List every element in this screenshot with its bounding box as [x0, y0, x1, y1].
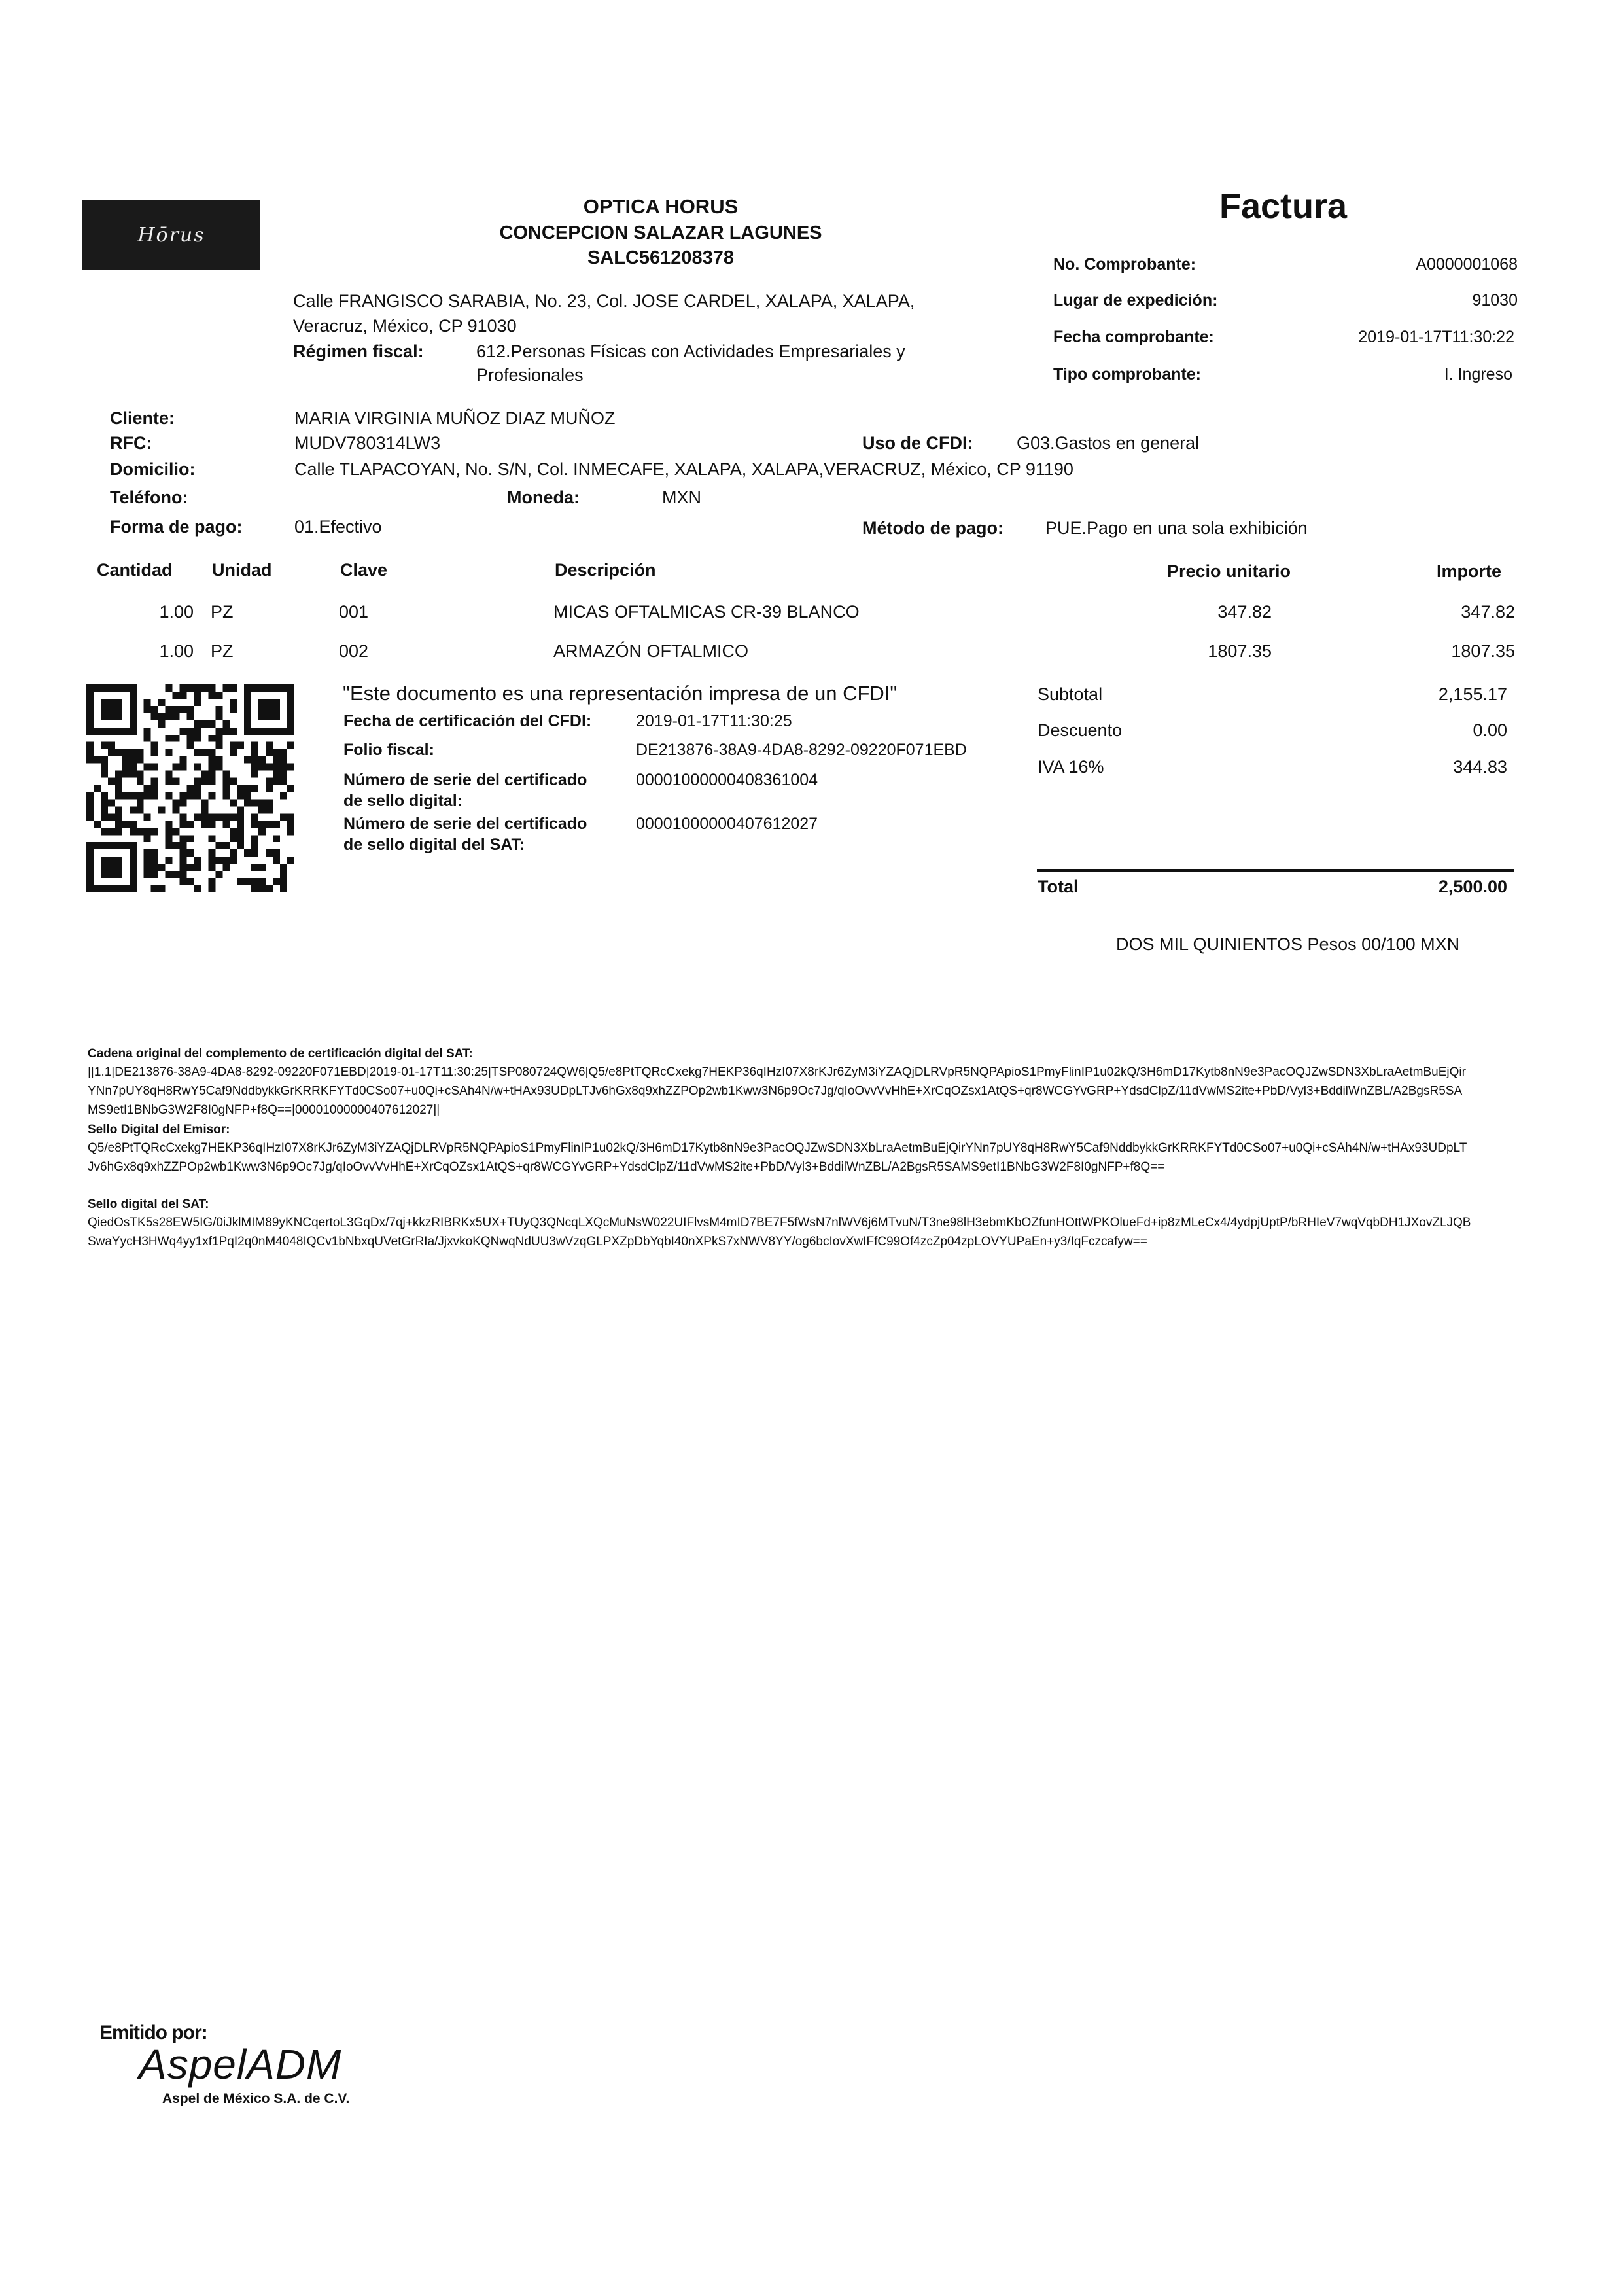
row-precio: 347.82	[1217, 602, 1272, 622]
metodo-pago-label: Método de pago:	[862, 518, 1003, 538]
company-logo	[82, 200, 260, 270]
total-divider	[1037, 869, 1514, 872]
iva-label: IVA 16%	[1038, 757, 1104, 777]
lugar-expedicion-label: Lugar de expedición:	[1053, 291, 1218, 309]
header-clave: Clave	[340, 560, 388, 580]
row-importe: 347.82	[1461, 602, 1515, 622]
fecha-certificacion-value: 2019-01-17T11:30:25	[636, 712, 792, 730]
serie-sat-label-2: de sello digital del SAT:	[343, 836, 525, 854]
fecha-certificacion-label: Fecha de certificación del CFDI:	[343, 712, 592, 730]
invoice-title: Factura	[1219, 186, 1348, 226]
issuer-rfc: SALC561208378	[587, 247, 735, 268]
subtotal-label: Subtotal	[1038, 684, 1103, 704]
row-unidad: PZ	[211, 602, 234, 622]
serie-certificado-label-2: de sello digital:	[343, 792, 462, 810]
subtotal-value: 2,155.17	[1438, 684, 1507, 704]
cadena-original-value: ||1.1|DE213876-38A9-4DA8-8292-09220F071EBD|2019-01-17T11:30:25|TSP080724QW6|Q5/e8PtTQRcCxekg7HEKP36qIHzI07X8rKJr6ZyM3iYZAQjDLRVpR5NQPApioS1PmyFlinIP1u02kQ/3H6mD17Kytb8nN9e3PacOQJZwSDN3XbLraAetmBuEjQirYNn7pUY8qH8RwY5Caf9NddbykkGrKRRKFYTd0CSo07+u0Qi+cSAh4N/w+tHAx93UDpLTJv6hGx8q9xhZZPOp2wb1Kww3N6p9Oc7Jg/qIoOvvVvHhE+XrCqOZsx1AtQS+qr8WCGYvGRP+YdsdClpZ/11dVwMS2ite+PbD/Vyl3+BddilWnZBL/A2BgsR5SAMS9etI1BNbG3W2F8I0gNFP+f8Q==|00001000000407612027||	[88, 1065, 1466, 1117]
issuer-address-line2: Veracruz, México, CP 91030	[293, 316, 517, 336]
row-descripcion: ARMAZÓN OFTALMICO	[553, 641, 749, 661]
logo-text: Hōrus	[137, 223, 205, 247]
regimen-line1: 612.Personas Físicas con Actividades Empresariales y	[476, 342, 905, 361]
domicilio-value: Calle TLAPACOYAN, No. S/N, Col. INMECAFE, XALAPA, XALAPA,VERACRUZ, México, CP 91190	[294, 459, 1073, 479]
serie-certificado-label-1: Número de serie del certificado	[343, 771, 587, 789]
fecha-comprobante-label: Fecha comprobante:	[1053, 328, 1214, 346]
iva-value: 344.83	[1453, 757, 1507, 777]
row-cantidad: 1.00	[159, 641, 194, 661]
serie-sat-value: 00001000000407612027	[636, 815, 818, 833]
header-unidad: Unidad	[212, 560, 272, 580]
telefono-label: Teléfono:	[110, 487, 188, 507]
uso-cfdi-value: G03.Gastos en general	[1017, 433, 1200, 453]
cliente-value: MARIA VIRGINIA MUÑOZ DIAZ MUÑOZ	[294, 408, 616, 428]
row-clave: 002	[339, 641, 369, 661]
row-cantidad: 1.00	[159, 602, 194, 622]
forma-pago-label: Forma de pago:	[110, 517, 243, 537]
tipo-comprobante-value: I. Ingreso	[1444, 365, 1512, 383]
forma-pago-value: 01.Efectivo	[294, 517, 382, 537]
issuer-owner: CONCEPCION SALAZAR LAGUNES	[499, 222, 822, 243]
aspel-brand-logo: AspelADM	[139, 2041, 342, 2088]
row-unidad: PZ	[211, 641, 234, 661]
uso-cfdi-label: Uso de CFDI:	[862, 433, 973, 453]
invoice-number-label: No. Comprobante:	[1053, 255, 1196, 274]
rfc-value: MUDV780314LW3	[294, 433, 441, 453]
sello-emisor-label: Sello Digital del Emisor:	[88, 1123, 230, 1137]
cadena-original-label: Cadena original del complemento de certificación digital del SAT:	[88, 1047, 473, 1061]
regimen-line2: Profesionales	[476, 365, 584, 385]
issuer-name: OPTICA HORUS	[583, 195, 739, 218]
amount-in-words: DOS MIL QUINIENTOS Pesos 00/100 MXN	[1116, 934, 1460, 954]
metodo-pago-value: PUE.Pago en una sola exhibición	[1045, 518, 1308, 538]
row-precio: 1807.35	[1208, 641, 1272, 661]
row-importe: 1807.35	[1451, 641, 1515, 661]
header-cantidad: Cantidad	[97, 560, 173, 580]
total-value: 2,500.00	[1438, 877, 1507, 896]
serie-certificado-value: 00001000000408361004	[636, 771, 818, 789]
header-precio-unitario: Precio unitario	[1167, 561, 1291, 581]
tipo-comprobante-label: Tipo comprobante:	[1053, 365, 1201, 383]
cliente-label: Cliente:	[110, 408, 175, 428]
moneda-label: Moneda:	[507, 487, 580, 507]
sello-sat-value: QiedOsTK5s28EW5IG/0iJklMIM89yKNCqertoL3GqDx/7qj+kkzRIBRKx5UX+TUyQ3QNcqLXQcMuNsW022UIFlvsM4mID7BE7F5fWsN7nlWV6j6MTvuN/T3ne98lH3ebmKbOZfunHOttWPKOlueFd+ip8zMLeCx4/4ydpjUptP/bRHIeV7wqVqbDH1JXovZLJQBSwaYycH3HWq4yy1xf1PqI2q0nM4048IQCv1bNbxqUVetGrRIa/JjxvkoKQNwqNdUU3wVzqGLPXZpDbYqbI40nXPkS7xNWV8YY/og6bcIovXwIFfC99Of4zcZp04zpLOVYUPaEn+y3/IqFczcafyw==	[88, 1216, 1471, 1248]
header-descripcion: Descripción	[555, 560, 656, 580]
qr-code	[86, 684, 294, 892]
lugar-expedicion-value: 91030	[1472, 291, 1518, 309]
total-label: Total	[1038, 877, 1079, 896]
domicilio-label: Domicilio:	[110, 459, 196, 479]
sello-sat-label: Sello digital del SAT:	[88, 1197, 209, 1211]
sello-emisor-value: Q5/e8PtTQRcCxekg7HEKP36qIHzI07X8rKJr6ZyM3iYZAQjDLRVpR5NQPApioS1PmyFlinIP1u02kQ/3H6mD17Kytb8nN9e3PacOQJZwSDN3XbLraAetmBuEjQirYNn7pUY8qH8RwY5Caf9NddbykkGrKRRKFYTd0CSo07+u0Qi+cSAh4N/w+tHAx93UDpLTJv6hGx8q9xhZZPOp2wb1Kww3N6p9Oc7Jg/qIoOvvVvHhE+XrCqOZsx1AtQS+qr8WCGYvGRP+YdsdClpZ/11dVwMS2ite+PbD/Vyl3+BddilWnZBL/A2BgsR5SAMS9etI1BNbG3W2F8I0gNFP+f8Q==	[88, 1141, 1467, 1174]
descuento-value: 0.00	[1473, 720, 1507, 740]
emitido-por-label: Emitido por:	[99, 2022, 207, 2043]
header-importe: Importe	[1437, 561, 1502, 581]
descuento-label: Descuento	[1038, 720, 1123, 740]
fecha-comprobante-value: 2019-01-17T11:30:22	[1358, 328, 1514, 346]
issuer-address-line1: Calle FRANGISCO SARABIA, No. 23, Col. JOSE CARDEL, XALAPA, XALAPA,	[293, 291, 915, 311]
invoice-number-value: A0000001068	[1416, 255, 1518, 274]
row-clave: 001	[339, 602, 369, 622]
rfc-label: RFC:	[110, 433, 152, 453]
aspel-company: Aspel de México S.A. de C.V.	[162, 2091, 350, 2106]
moneda-value: MXN	[662, 487, 701, 507]
row-descripcion: MICAS OFTALMICAS CR-39 BLANCO	[553, 602, 860, 622]
folio-fiscal-label: Folio fiscal:	[343, 741, 434, 759]
cfdi-representation: "Este documento es una representación impresa de un CFDI"	[343, 682, 898, 705]
regimen-label: Régimen fiscal:	[293, 342, 424, 361]
serie-sat-label-1: Número de serie del certificado	[343, 815, 587, 833]
folio-fiscal-value: DE213876-38A9-4DA8-8292-09220F071EBD	[636, 741, 967, 759]
